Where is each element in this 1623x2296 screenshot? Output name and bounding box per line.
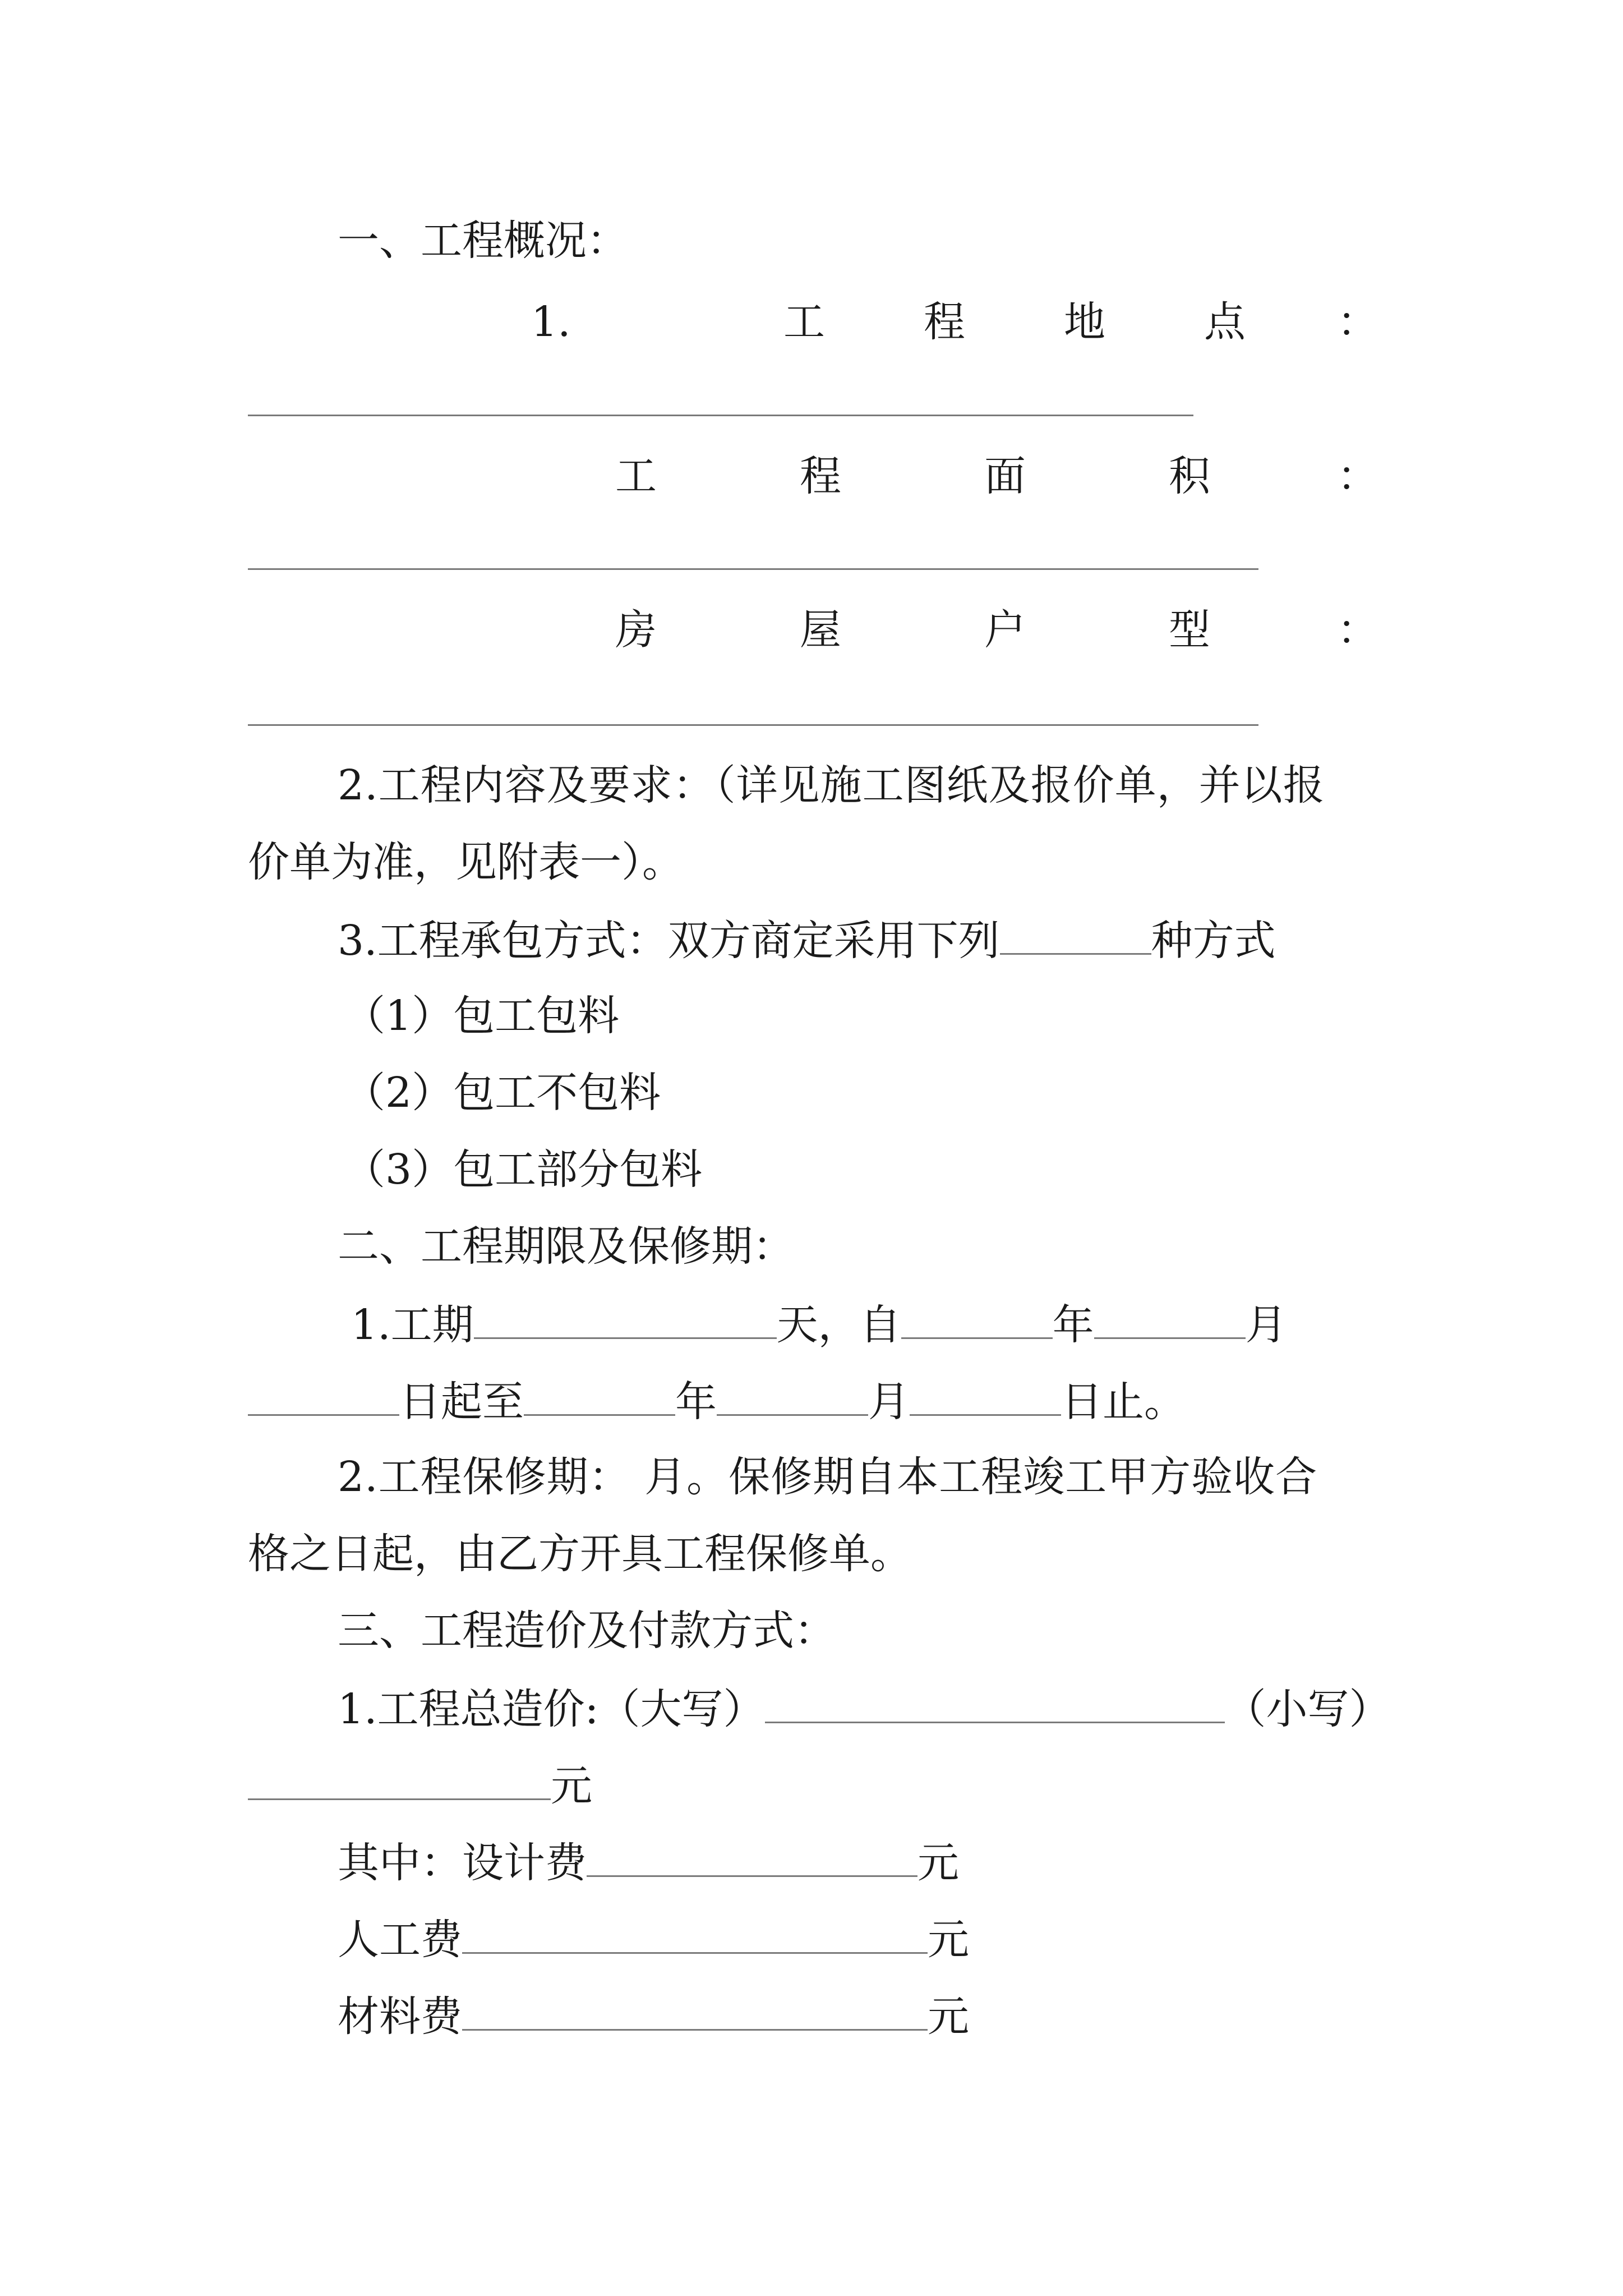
house-blank[interactable]: [248, 724, 1258, 726]
material-fee-unit: 元: [928, 1993, 969, 2041]
period-line1: [351, 1301, 1287, 1349]
item1-number: 1.: [531, 298, 571, 346]
location-blank[interactable]: [248, 415, 1193, 416]
price-line2: [248, 1762, 592, 1810]
material-fee-line: [338, 1993, 969, 2041]
period-text-6: 年: [675, 1378, 717, 1426]
end-year-blank[interactable]: [524, 1379, 675, 1416]
material-fee-label: 材料费: [338, 1993, 462, 2041]
warranty-line1: 2.工程保修期： 月。保修期自本工程竣工甲方验收合: [338, 1453, 1318, 1501]
area-label-2: 程: [800, 452, 841, 500]
house-colon: ：: [1337, 606, 1378, 654]
period-text-2: 天，自: [776, 1301, 901, 1349]
price-text-mid: （小写）: [1224, 1685, 1391, 1733]
method-blank[interactable]: [1000, 918, 1151, 955]
period-text-4: 月: [1245, 1301, 1287, 1349]
item3-line: [338, 917, 1276, 965]
price-lowercase-blank[interactable]: [248, 1764, 551, 1800]
end-month-blank[interactable]: [717, 1379, 868, 1416]
design-fee-unit: 元: [917, 1839, 959, 1887]
house-label-3: 户: [984, 606, 1026, 654]
area-label-1: 工: [615, 452, 657, 500]
labor-fee-unit: 元: [928, 1916, 969, 1964]
section2-heading: 二、工程期限及保修期：: [338, 1222, 794, 1271]
price-uppercase-blank[interactable]: [765, 1687, 1225, 1723]
period-text-1: 1.工期: [351, 1301, 474, 1349]
location-label-3: 地: [1064, 298, 1105, 346]
section3-heading: 三、工程造价及付款方式：: [338, 1607, 836, 1655]
house-label-2: 屋: [800, 606, 841, 654]
area-label-4: 积: [1169, 452, 1210, 500]
item2-line1: [338, 761, 1390, 809]
design-fee-label: 其中：设计费: [338, 1839, 587, 1887]
material-fee-blank[interactable]: [462, 1994, 928, 2031]
start-month-blank[interactable]: [1094, 1303, 1246, 1339]
labor-fee-blank[interactable]: [462, 1917, 928, 1954]
days-blank[interactable]: [474, 1303, 777, 1339]
design-fee-line: [338, 1839, 959, 1887]
item3-text-after: 种方式: [1151, 917, 1276, 965]
area-label-3: 面: [984, 452, 1026, 500]
area-colon: ：: [1337, 452, 1378, 500]
option-2: （2）包工不包料: [344, 1069, 661, 1117]
period-line2: [248, 1378, 1186, 1426]
period-text-5: 日起至: [399, 1378, 524, 1426]
option-1: （1）包工包料: [344, 992, 620, 1040]
section1-heading: 一、工程概况：: [338, 217, 628, 265]
item2-line2: 价单为准，见附表一）。: [248, 838, 684, 886]
item3-text-before: 3.工程承包方式：双方商定采用下列: [338, 917, 1000, 965]
price-text-before: 1.工程总造价:（大写）: [338, 1685, 765, 1733]
period-text-8: 日止。: [1061, 1378, 1186, 1426]
item2-line1-text: 2.工程内容及要求：（详见施工图纸及报价单，并以报: [338, 761, 1325, 809]
area-blank[interactable]: [248, 568, 1258, 570]
house-label-4: 型: [1169, 606, 1210, 654]
labor-fee-label: 人工费: [338, 1916, 462, 1964]
start-day-blank[interactable]: [248, 1379, 399, 1416]
period-text-7: 月: [868, 1378, 910, 1426]
price-unit: 元: [551, 1762, 592, 1810]
period-text-3: 年: [1052, 1301, 1094, 1349]
warranty-line2: 格之日起，由乙方开具工程保修单。: [248, 1530, 912, 1578]
location-label-1: 工: [783, 298, 825, 346]
design-fee-blank[interactable]: [587, 1841, 917, 1877]
end-day-blank[interactable]: [910, 1379, 1061, 1416]
house-label-1: 房: [615, 606, 657, 654]
start-year-blank[interactable]: [901, 1303, 1053, 1339]
labor-fee-line: [338, 1916, 969, 1964]
option-3: （3）包工部分包料: [344, 1145, 703, 1194]
location-colon: ：: [1337, 298, 1378, 346]
price-line1: [338, 1685, 1391, 1733]
location-label-4: 点: [1204, 298, 1246, 346]
location-label-2: 程: [924, 298, 965, 346]
